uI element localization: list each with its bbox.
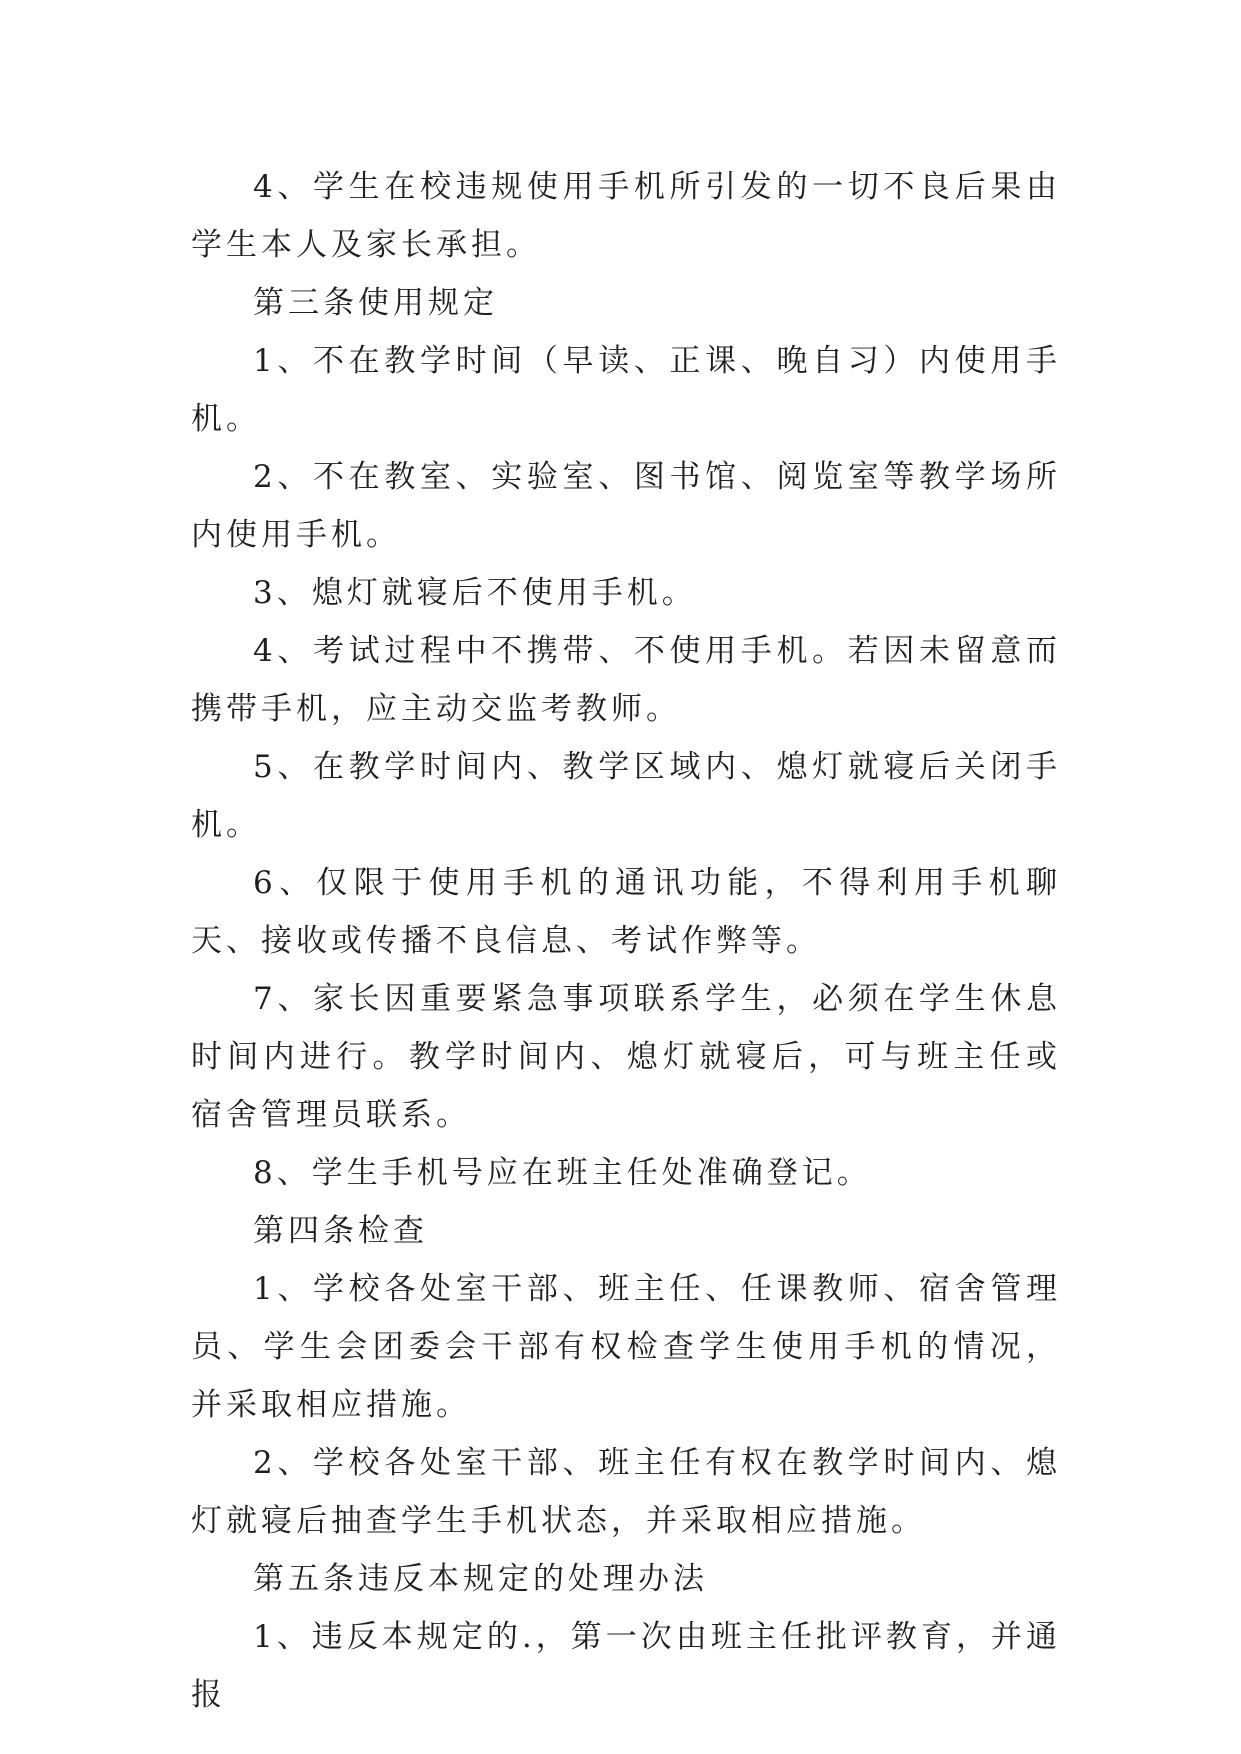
document-body (191, 158, 1061, 1724)
paragraph-penalty-1: 1、违反本规定的.，第一次由班主任批评教育，并通报 (191, 1619, 1061, 1713)
paragraph-rule-4: 4、考试过程中不携带、不使用手机。若因未留意而携带手机，应主动交监考教师。 (191, 633, 1061, 727)
section-heading-article-4: 第四条检查 (253, 1213, 428, 1249)
paragraph-rule-6: 6、仅限于使用手机的通讯功能，不得利用手机聊天、接收或传播不良信息、考试作弊等。 (191, 865, 1061, 959)
paragraph-item-4-consequences: 4、学生在校违规使用手机所引发的一切不良后果由学生本人及家长承担。 (191, 169, 1061, 263)
paragraph-rule-8: 8、学生手机号应在班主任处准确登记。 (253, 1155, 872, 1191)
paragraph-rule-3: 3、熄灯就寝后不使用手机。 (253, 575, 697, 611)
section-heading-article-5: 第五条违反本规定的处理办法 (253, 1561, 708, 1597)
paragraph-inspection-2: 2、学校各处室干部、班主任有权在教学时间内、熄灯就寝后抽查学生手机状态，并采取相应措施。 (191, 1445, 1061, 1539)
paragraph-inspection-1: 1、学校各处室干部、班主任、任课教师、宿舍管理员、学生会团委会干部有权检查学生使用手机的情况，并采取相应措施。 (191, 1271, 1061, 1423)
paragraph-rule-7: 7、家长因重要紧急事项联系学生，必须在学生休息时间内进行。教学时间内、熄灯就寝后，可与班主任或宿舍管理员联系。 (191, 981, 1061, 1133)
paragraph-rule-2: 2、不在教室、实验室、图书馆、阅览室等教学场所内使用手机。 (191, 459, 1061, 553)
section-heading-article-3: 第三条使用规定 (253, 285, 498, 321)
paragraph-rule-5: 5、在教学时间内、教学区域内、熄灯就寝后关闭手机。 (191, 749, 1061, 843)
paragraph-rule-1: 1、不在教学时间（早读、正课、晚自习）内使用手机。 (191, 343, 1061, 437)
